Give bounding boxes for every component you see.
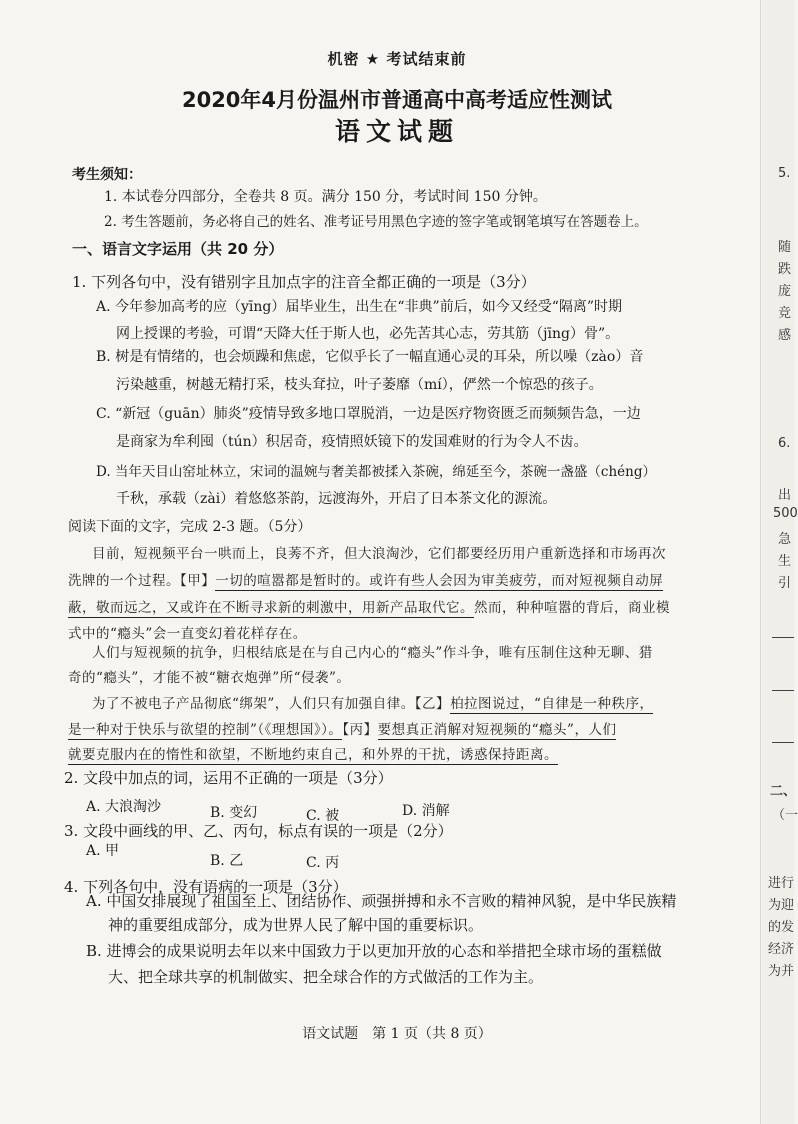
option: C. 丙 bbox=[306, 855, 340, 871]
edge-text: 竞 bbox=[778, 306, 792, 321]
passage-line: 人们与短视频的抗争，归根结底是在与自己内心的“瘾头”作斗争，唯有压制住这种无聊、猎 bbox=[92, 645, 653, 661]
option: C. 被 bbox=[306, 808, 340, 824]
edge-answer-line bbox=[772, 637, 794, 638]
option-line: 神的重要组成部分，成为世界人民了解中国的重要标识。 bbox=[108, 916, 484, 934]
passage-line: 式中的“瘾头”会一直变幻着花样存在。 bbox=[68, 626, 307, 642]
option-line: 千秋，承载（zài）着悠悠茶韵，远渡海外，开启了日本茶文化的源流。 bbox=[116, 491, 557, 507]
question-stem: 1. 下列各句中，没有错别字且加点字的注音全都正确的一项是（3分） bbox=[72, 273, 536, 291]
option-line: 大、把全球共享的机制做实、把全球合作的方式做活的工作为主。 bbox=[108, 968, 544, 986]
subject-title: 语文试题 bbox=[334, 117, 459, 146]
underlined-sentence-jia: 一切的喧嚣都是暂时的。或许有些人会因为审美疲劳，而对短视频自动屏 bbox=[215, 573, 664, 589]
option: A. 大浪淘沙 bbox=[86, 799, 162, 815]
edge-answer-line bbox=[772, 742, 794, 743]
passage-line bbox=[68, 569, 663, 589]
option-line: A. 今年参加高考的应（yīng）届毕业生，出生在“非典”前后，如今又经受“隔离”时期 bbox=[96, 299, 623, 315]
option-line: C. “新冠（guān）肺炎”疫情导致多地口罩脱消，一边是医疗物资匮乏而频频告急，一边 bbox=[96, 406, 641, 422]
passage-line bbox=[68, 743, 558, 763]
underlined-sentence-jia: 蔽，敬而远之，又或许在不断寻求新的刺激中，用新产品取代它。 bbox=[68, 600, 474, 616]
edge-text: （一 bbox=[772, 808, 798, 823]
passage-line bbox=[92, 692, 653, 712]
notice-heading: 考生须知： bbox=[72, 167, 142, 183]
edge-text: 二、 bbox=[770, 784, 797, 799]
edge-text: 庞 bbox=[778, 284, 792, 299]
passage-text: 为了不被电子产品彻底“绑架”，人们只有加强自律。【乙】 bbox=[92, 696, 451, 712]
edge-text: 生 bbox=[778, 554, 792, 569]
passage-text: 然而，种种喧嚣的背后，商业模 bbox=[474, 600, 670, 616]
option: B. 乙 bbox=[210, 853, 244, 869]
edge-text: 6. bbox=[778, 436, 791, 451]
passage-line: 奇的“瘾头”，才能不被“糖衣炮弹”所“侵袭”。 bbox=[68, 670, 351, 686]
edge-text: 为迎 bbox=[768, 898, 795, 913]
notice-item: 1. 本试卷分四部分，全卷共 8 页。满分 150 分，考试时间 150 分钟。 bbox=[104, 189, 547, 205]
edge-text: 随 bbox=[778, 240, 792, 255]
notice-item: 2. 考生答题前，务必将自己的姓名、准考证号用黑色字迹的签字笔或钢笔填写在答题卷上。 bbox=[104, 214, 648, 230]
reading-intro: 阅读下面的文字，完成 2-3 题。（5分） bbox=[68, 519, 312, 535]
option-line: A. 中国女排展现了祖国至上、团结协作、顽强拼搏和永不言败的精神风貌，是中华民族精 bbox=[86, 892, 677, 910]
option-line: 污染越重，树越无精打采，枝头耷拉，叶子萎靡（mí），俨然一个惊恐的孩子。 bbox=[116, 377, 603, 393]
edge-text: 500 bbox=[773, 506, 798, 521]
edge-text: 5. bbox=[778, 166, 791, 181]
edge-text: 出 bbox=[778, 488, 792, 503]
option-line: B. 进博会的成果说明去年以来中国致力于以更加开放的心态和举措把全球市场的蛋糕做 bbox=[86, 942, 662, 960]
section-heading: 一、语言文字运用（共 20 分） bbox=[72, 240, 284, 258]
question-stem: 4. 下列各句中，没有语病的一项是（3分） bbox=[64, 878, 348, 896]
edge-text: 经济 bbox=[768, 942, 795, 957]
option: D. 消解 bbox=[402, 803, 450, 819]
question-stem: 2. 文段中加点的词，运用不正确的一项是（3分） bbox=[64, 769, 393, 787]
edge-text: 为并 bbox=[768, 964, 795, 979]
edge-text: 的发 bbox=[768, 920, 795, 935]
edge-text: 引 bbox=[778, 576, 792, 591]
option-line: 网上授课的考验，可谓“天降大任于斯人也，必先苦其心志，劳其筋（jīng）骨”。 bbox=[116, 326, 620, 342]
passage-line bbox=[68, 596, 670, 616]
edge-text: 感 bbox=[778, 328, 792, 343]
passage-text: 洗牌的一个过程。【甲】 bbox=[68, 573, 216, 589]
exam-title: 2020年4月份温州市普通高中高考适应性测试 bbox=[181, 88, 613, 112]
option-line: 是商家为牟利囤（tún）积居奇，疫情照妖镜下的发国难财的行为令人不齿。 bbox=[116, 434, 588, 450]
passage-line bbox=[68, 718, 616, 738]
page-fold-line bbox=[760, 0, 761, 1124]
question-stem: 3. 文段中画线的甲、乙、丙句，标点有误的一项是（2分） bbox=[64, 822, 453, 840]
option: A. 甲 bbox=[86, 843, 120, 859]
underlined-sentence-bing: 要想真正消解对短视频的“瘾头”，人们 bbox=[377, 722, 617, 738]
option-line: B. 树是有情绪的，也会烦躁和焦虑，它似乎长了一幅直通心灵的耳朵，所以噪（zào）音 bbox=[96, 349, 644, 365]
edge-text: 跌 bbox=[778, 262, 792, 277]
edge-answer-line bbox=[772, 690, 794, 691]
page-footer: 语文试题 第 1 页（共 8 页） bbox=[302, 1026, 492, 1042]
underlined-sentence-yi: 柏拉图说过，“自律是一种秩序， bbox=[450, 696, 654, 712]
option: B. 变幻 bbox=[210, 805, 258, 821]
underlined-sentence-bing: 就要克服内在的惰性和欲望，不断地约束自己，和外界的干扰，诱惑保持距离。 bbox=[68, 747, 558, 763]
option-line: D. 当年天目山窑址林立，宋词的温婉与奢美都被揉入茶碗，绵延至今，茶碗一盏盛（chéng） bbox=[96, 464, 657, 480]
edge-text: 进行 bbox=[768, 876, 795, 891]
passage-text: 【丙】 bbox=[342, 722, 378, 738]
passage-line: 目前，短视频平台一哄而上，良莠不齐，但大浪淘沙，它们都要经历用户重新选择和市场再次 bbox=[92, 546, 666, 562]
confidential-label: 机密 ★ 考试结束前 bbox=[327, 50, 467, 68]
edge-text: 急 bbox=[778, 532, 792, 547]
underlined-sentence-yi: 是一种对于快乐与欲望的控制”（《理想国》）。 bbox=[68, 722, 343, 738]
